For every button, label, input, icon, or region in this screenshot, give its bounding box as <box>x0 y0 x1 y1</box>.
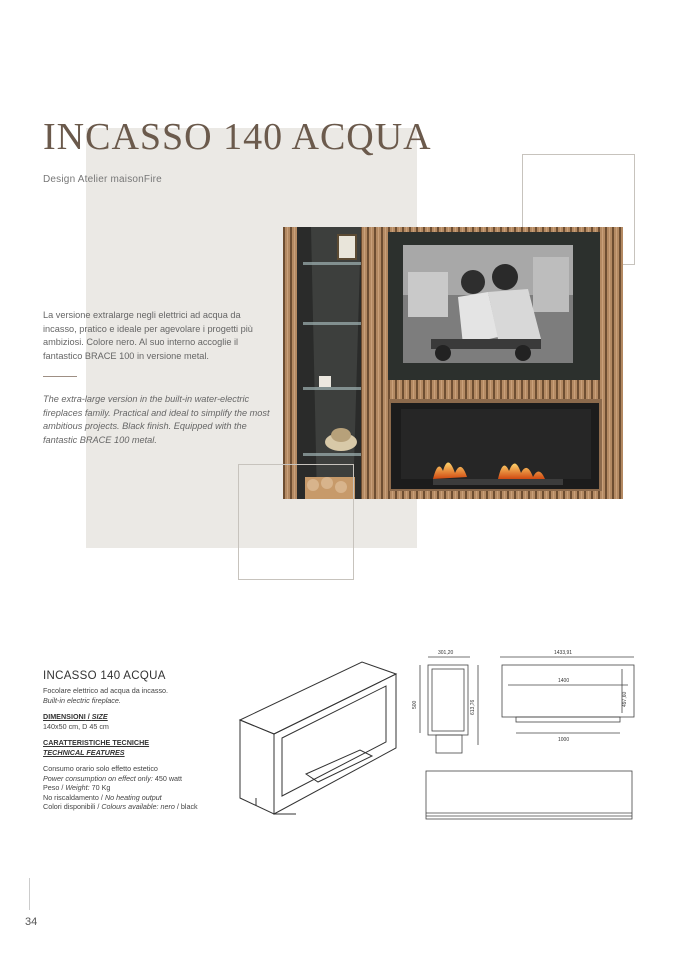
technical-drawings <box>408 645 640 823</box>
dim-front-width-outer: 1433,91 <box>554 650 573 656</box>
page-title: INCASSO 140 ACQUA <box>43 116 432 158</box>
spec-subtitle-en: Built-in electric fireplace. <box>43 695 121 705</box>
decorative-frame-bottom <box>238 464 354 580</box>
heating-line: No riscaldamento / No heating output <box>43 792 162 802</box>
spec-subtitle-it: Focolare elettrico ad acqua da incasso. <box>43 686 169 695</box>
consumption-en: Power consumption on effect only: 450 watt <box>43 773 183 783</box>
description-italian: La versione extralarge negli elettrici ad acqua da incasso, pratico e ideale per agevolare i progetti più ambiziosi. Colore nero. Al suo interno accoglie il fantastico BRACE 100 in versione metal. <box>43 310 253 361</box>
dimensions-value: 140x50 cm, D 45 cm <box>43 721 109 731</box>
dim-front-height: 497,60 <box>622 691 628 707</box>
dimensions-label: DIMENSIONI / SIZE <box>43 712 108 721</box>
designer-credit: Design Atelier maisonFire <box>43 174 162 185</box>
dim-side-height-outer: 613,76 <box>470 699 476 715</box>
dim-side-height-inner: 500 <box>412 700 418 709</box>
section-divider <box>43 376 77 377</box>
dim-side-depth: 301,20 <box>438 650 454 656</box>
specifications <box>43 670 243 812</box>
product-photo <box>283 227 623 499</box>
weight-line: Peso / Weight: 70 Kg <box>43 783 111 792</box>
spec-title: INCASSO 140 ACQUA <box>43 670 166 682</box>
features-label-it: CARATTERISTICHE TECNICHE <box>43 738 150 747</box>
description-english: The extra-large version in the built-in water-electric fireplaces family. Practical and ideal to simplify the most ambitious projects. Black finish. Equipped with the fantastic BRACE 100 metal. <box>43 394 270 445</box>
product-line-drawing <box>236 658 402 816</box>
page-edge-line <box>29 878 30 910</box>
features-label-en: TECHNICAL FEATURES <box>43 747 125 757</box>
page-number: 34 <box>25 916 38 928</box>
colours-line: Colori disponibili / Colours available: nero / black <box>43 802 198 811</box>
dim-front-width-inner: 1400 <box>558 678 570 684</box>
dim-front-base-width: 1000 <box>558 737 570 743</box>
consumption-it: Consumo orario solo effetto estetico <box>43 764 158 773</box>
